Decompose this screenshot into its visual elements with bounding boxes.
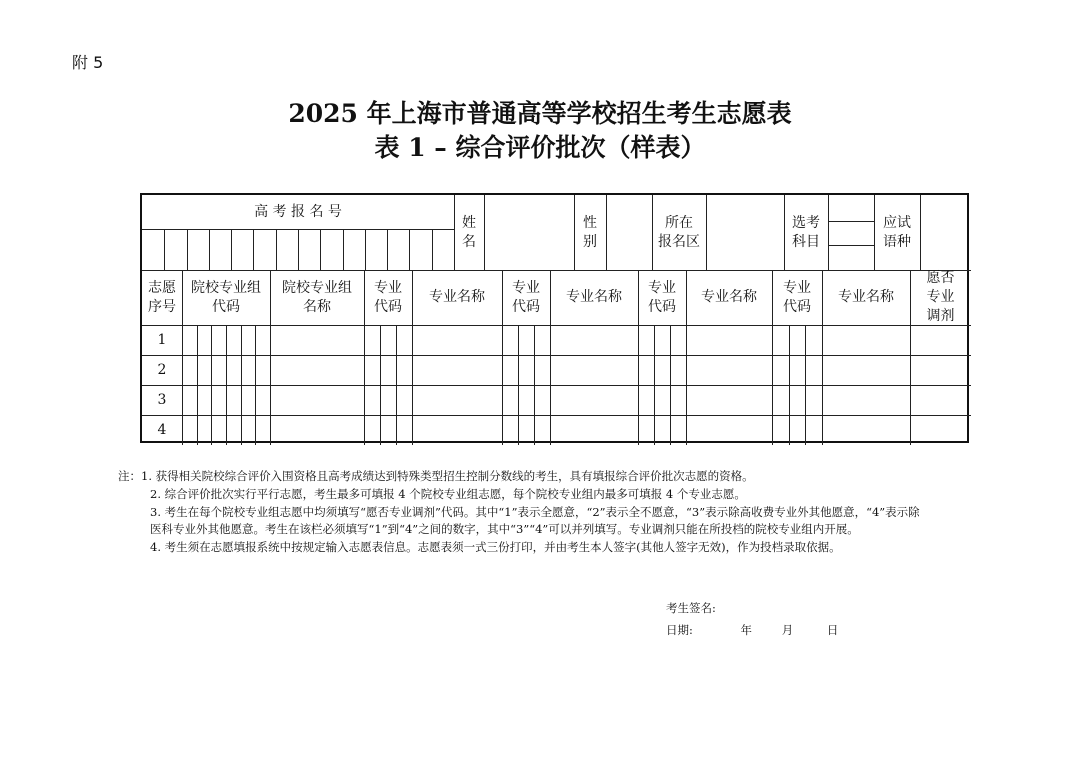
page-subtitle: 表 1 – 综合评价批次（样表） [374,133,706,162]
note-item: 4. 考生须在志愿填报系统中按规定输入志愿表信息。志愿表须一式三份打印，并由考生本人签字(其他人签字无效)，作为投档录取依据。 [150,540,841,555]
row-line [142,415,971,416]
exam-number-digit-box [276,229,277,270]
grid-line [920,195,921,270]
column-major-code: 专业 代码 [374,279,402,315]
grid-line [484,195,485,270]
exam-number-digit-box [231,229,232,270]
grid-line [606,195,607,270]
choice-row-number: 2 [157,361,167,378]
exam-number-digit-box [253,229,254,270]
name-label: 姓 名 [462,214,476,250]
page-title: 2025 年上海市普通高等学校招生考生志愿表 [288,99,792,128]
notes-section [118,468,988,557]
grid-line [706,195,707,270]
gender-label: 性 别 [583,214,597,250]
column-accept-adjust: 愿否 专业 调剂 [926,270,955,324]
elective-subject-box [828,221,874,222]
registration-area-label: 所在 报名区 [658,214,700,250]
exam-number-digit-box [298,229,299,270]
exam-number-digit-box [432,229,433,270]
date-line [666,622,838,638]
exam-number-digit-box [320,229,321,270]
exam-number-digit-box [387,229,388,270]
choice-row-number: 3 [157,391,167,408]
exam-number-digit-box [343,229,344,270]
signature-line [666,600,716,616]
column-group-name: 院校专业组 名称 [282,279,352,315]
note-item: 注：1. 获得相关院校综合评价入围资格且高考成绩达到特殊类型招生控制分数线的考生，具有填报综合评价批次志愿的资格。 [118,469,754,483]
column-major-name: 专业名称 [429,289,485,305]
column-choice-number: 志愿 序号 [148,279,176,315]
date-year-label: 年 [740,623,753,637]
exam-number-label: 高 考 报 名 号 [254,203,342,220]
date-month-label: 月 [781,623,794,637]
exam-number-digit-box [409,229,410,270]
choice-row-number: 4 [157,421,167,438]
row-line [142,355,971,356]
column-major-name: 专业名称 [566,289,622,305]
date-day-label: 日 [826,623,839,637]
grid-line [828,195,829,270]
attachment-label: 附 5 [72,53,104,72]
column-major-name: 专业名称 [701,289,757,305]
exam-number-digit-box [164,229,165,270]
row-line [142,385,971,386]
exam-language-label: 应试 语种 [883,214,911,250]
column-major-code: 专业 代码 [648,279,676,315]
note-item: 2. 综合评价批次实行平行志愿，考生最多可填报 4 个院校专业组志愿，每个院校专业组内最多可填报 4 个专业志愿。 [150,486,746,501]
column-group-code: 院校专业组 代码 [191,279,261,315]
column-major-name: 专业名称 [838,289,894,305]
date-label: 日期: [666,623,693,637]
choice-row-number: 1 [157,331,167,348]
exam-number-digit-box [209,229,210,270]
exam-number-digit-box [187,229,188,270]
application-form-table [140,193,969,443]
elective-subject-box [828,245,874,246]
exam-number-digit-box [365,229,366,270]
column-major-code: 专业 代码 [783,279,811,315]
signature-label: 考生签名: [666,601,716,615]
column-header-bottom-line [142,325,971,326]
column-major-code: 专业 代码 [512,279,540,315]
note-item: 3. 考生在每个院校专业组志愿中均须填写“愿否专业调剂”代码。其中“1”表示全愿意，“2”表示全不愿意，“3”表示除高收费专业外其他愿意，“4”表示除医科专业外其他愿意。考生在该栏必须填写“1”到“4”之间的数字，其中“3”“4”可以并列填写。专业调剂只能在所投档的院校专业组内开展。 [150,504,920,537]
elective-subjects-label: 选考 科目 [792,214,820,250]
